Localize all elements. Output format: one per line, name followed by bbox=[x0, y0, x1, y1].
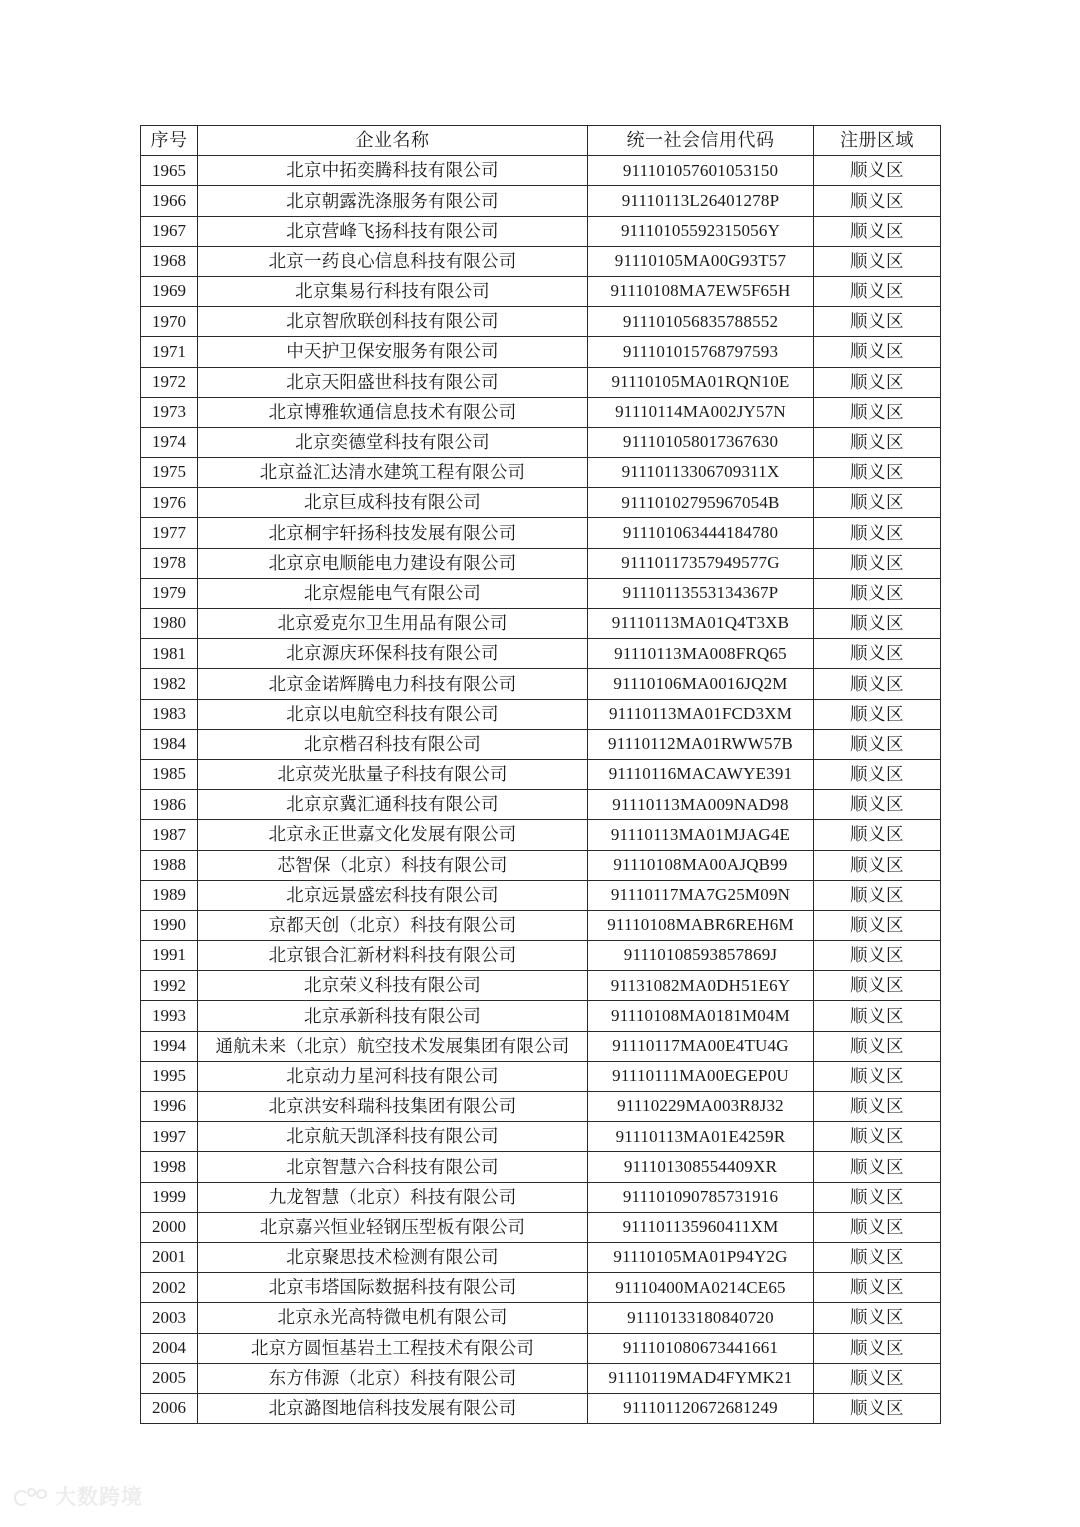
table-row bbox=[141, 216, 941, 246]
cell-enterprise-name: 中天护卫保安服务有限公司 bbox=[198, 337, 588, 367]
cell-registration-area: 顺义区 bbox=[814, 1001, 941, 1031]
cell-enterprise-name: 北京益汇达清水建筑工程有限公司 bbox=[198, 458, 588, 488]
cell-sequence: 2002 bbox=[141, 1273, 198, 1303]
cell-enterprise-name: 北京爱克尔卫生用品有限公司 bbox=[198, 609, 588, 639]
cell-credit-code: 91110113MA009NAD98 bbox=[588, 790, 814, 820]
enterprise-registration-table bbox=[140, 125, 941, 1424]
table-row bbox=[141, 186, 941, 216]
cell-enterprise-name: 北京航天凯泽科技有限公司 bbox=[198, 1122, 588, 1152]
table-row bbox=[141, 759, 941, 789]
cell-sequence: 1989 bbox=[141, 880, 198, 910]
cell-sequence: 1991 bbox=[141, 941, 198, 971]
cell-credit-code: 91110106MA0016JQ2M bbox=[588, 669, 814, 699]
table-row bbox=[141, 729, 941, 759]
cell-sequence: 1980 bbox=[141, 609, 198, 639]
table-row bbox=[141, 458, 941, 488]
cell-enterprise-name: 北京营峰飞扬科技有限公司 bbox=[198, 216, 588, 246]
cell-enterprise-name: 北京承新科技有限公司 bbox=[198, 1001, 588, 1031]
cell-enterprise-name: 北京银合汇新材料科技有限公司 bbox=[198, 941, 588, 971]
cell-enterprise-name: 北京永光高特微电机有限公司 bbox=[198, 1303, 588, 1333]
cell-credit-code: 91110113L26401278P bbox=[588, 186, 814, 216]
cell-sequence: 1967 bbox=[141, 216, 198, 246]
cell-enterprise-name: 北京荣义科技有限公司 bbox=[198, 971, 588, 1001]
cell-credit-code: 91110229MA003R8J32 bbox=[588, 1092, 814, 1122]
cell-enterprise-name: 北京以电航空科技有限公司 bbox=[198, 699, 588, 729]
cell-enterprise-name: 北京聚思技术检测有限公司 bbox=[198, 1242, 588, 1272]
watermark bbox=[14, 1487, 143, 1508]
cell-credit-code: 91110119MAD4FYMK21 bbox=[588, 1363, 814, 1393]
cell-enterprise-name: 北京巨成科技有限公司 bbox=[198, 488, 588, 518]
cell-enterprise-name: 通航未来（北京）航空技术发展集团有限公司 bbox=[198, 1031, 588, 1061]
cell-credit-code: 91110108593857869J bbox=[588, 941, 814, 971]
cell-sequence: 1990 bbox=[141, 910, 198, 940]
cell-credit-code: 91110113MA01MJAG4E bbox=[588, 820, 814, 850]
cell-sequence: 1987 bbox=[141, 820, 198, 850]
cell-registration-area: 顺义区 bbox=[814, 609, 941, 639]
cell-registration-area: 顺义区 bbox=[814, 790, 941, 820]
column-header-enterprise-name: 企业名称 bbox=[198, 126, 588, 156]
cell-sequence: 1981 bbox=[141, 639, 198, 669]
cell-enterprise-name: 北京奕德堂科技有限公司 bbox=[198, 427, 588, 457]
cell-sequence: 1970 bbox=[141, 307, 198, 337]
cell-enterprise-name: 京都天创（北京）科技有限公司 bbox=[198, 910, 588, 940]
cell-sequence: 1988 bbox=[141, 850, 198, 880]
cell-enterprise-name: 北京煜能电气有限公司 bbox=[198, 578, 588, 608]
cell-enterprise-name: 北京博雅软通信息技术有限公司 bbox=[198, 397, 588, 427]
cell-sequence: 1999 bbox=[141, 1182, 198, 1212]
cell-sequence: 1966 bbox=[141, 186, 198, 216]
cell-sequence: 2006 bbox=[141, 1393, 198, 1423]
cell-enterprise-name: 北京智欣联创科技有限公司 bbox=[198, 307, 588, 337]
watermark-label: 大数跨境 bbox=[55, 1485, 143, 1509]
cell-credit-code: 91110112MA01RWW57B bbox=[588, 729, 814, 759]
cell-credit-code: 91110133180840720 bbox=[588, 1303, 814, 1333]
cell-credit-code: 911101056835788552 bbox=[588, 307, 814, 337]
cell-credit-code: 91110108MA00AJQB99 bbox=[588, 850, 814, 880]
cell-registration-area: 顺义区 bbox=[814, 669, 941, 699]
cell-registration-area: 顺义区 bbox=[814, 1333, 941, 1363]
cell-sequence: 1973 bbox=[141, 397, 198, 427]
cell-sequence: 1977 bbox=[141, 518, 198, 548]
column-header-sequence: 序号 bbox=[141, 126, 198, 156]
cell-credit-code: 91110117MA00E4TU4G bbox=[588, 1031, 814, 1061]
table-row bbox=[141, 488, 941, 518]
cell-credit-code: 91110113MA01E4259R bbox=[588, 1122, 814, 1152]
cell-sequence: 2004 bbox=[141, 1333, 198, 1363]
cell-credit-code: 91110113MA008FRQ65 bbox=[588, 639, 814, 669]
cell-sequence: 1976 bbox=[141, 488, 198, 518]
cell-registration-area: 顺义区 bbox=[814, 518, 941, 548]
cell-enterprise-name: 九龙智慧（北京）科技有限公司 bbox=[198, 1182, 588, 1212]
cell-credit-code: 91110113553134367P bbox=[588, 578, 814, 608]
cell-sequence: 1971 bbox=[141, 337, 198, 367]
cell-enterprise-name: 北京集易行科技有限公司 bbox=[198, 276, 588, 306]
cell-registration-area: 顺义区 bbox=[814, 729, 941, 759]
cell-registration-area: 顺义区 bbox=[814, 639, 941, 669]
cell-registration-area: 顺义区 bbox=[814, 307, 941, 337]
cell-enterprise-name: 北京京冀汇通科技有限公司 bbox=[198, 790, 588, 820]
cell-sequence: 2003 bbox=[141, 1303, 198, 1333]
cell-credit-code: 91110400MA0214CE65 bbox=[588, 1273, 814, 1303]
cell-credit-code: 91110105MA00G93T57 bbox=[588, 246, 814, 276]
cell-registration-area: 顺义区 bbox=[814, 1242, 941, 1272]
table-header bbox=[141, 126, 941, 156]
cell-sequence: 1968 bbox=[141, 246, 198, 276]
cell-registration-area: 顺义区 bbox=[814, 276, 941, 306]
cell-enterprise-name: 北京远景盛宏科技有限公司 bbox=[198, 880, 588, 910]
cell-enterprise-name: 北京朝露洗涤服务有限公司 bbox=[198, 186, 588, 216]
cell-credit-code: 91110105MA01P94Y2G bbox=[588, 1242, 814, 1272]
cell-registration-area: 顺义区 bbox=[814, 820, 941, 850]
table-row bbox=[141, 639, 941, 669]
table-row bbox=[141, 971, 941, 1001]
cell-registration-area: 顺义区 bbox=[814, 246, 941, 276]
cell-credit-code: 911101080673441661 bbox=[588, 1333, 814, 1363]
cell-registration-area: 顺义区 bbox=[814, 699, 941, 729]
table-row bbox=[141, 427, 941, 457]
table-row bbox=[141, 609, 941, 639]
cell-sequence: 1984 bbox=[141, 729, 198, 759]
cell-credit-code: 911101058017367630 bbox=[588, 427, 814, 457]
cell-registration-area: 顺义区 bbox=[814, 1273, 941, 1303]
cell-sequence: 2005 bbox=[141, 1363, 198, 1393]
table-body bbox=[141, 156, 941, 1424]
cell-credit-code: 911101015768797593 bbox=[588, 337, 814, 367]
cell-enterprise-name: 北京金诺辉腾电力科技有限公司 bbox=[198, 669, 588, 699]
cell-sequence: 1996 bbox=[141, 1092, 198, 1122]
cell-registration-area: 顺义区 bbox=[814, 337, 941, 367]
cell-credit-code: 91110116MACAWYE391 bbox=[588, 759, 814, 789]
cell-registration-area: 顺义区 bbox=[814, 427, 941, 457]
cell-registration-area: 顺义区 bbox=[814, 1182, 941, 1212]
table-row bbox=[141, 578, 941, 608]
cell-registration-area: 顺义区 bbox=[814, 941, 941, 971]
cell-sequence: 1995 bbox=[141, 1061, 198, 1091]
table-row bbox=[141, 1182, 941, 1212]
cell-registration-area: 顺义区 bbox=[814, 759, 941, 789]
cell-registration-area: 顺义区 bbox=[814, 1092, 941, 1122]
cell-registration-area: 顺义区 bbox=[814, 1363, 941, 1393]
table-row bbox=[141, 1152, 941, 1182]
cell-sequence: 1994 bbox=[141, 1031, 198, 1061]
table-row bbox=[141, 307, 941, 337]
cell-enterprise-name: 北京洪安科瑞科技集团有限公司 bbox=[198, 1092, 588, 1122]
cell-sequence: 1983 bbox=[141, 699, 198, 729]
cell-sequence: 1972 bbox=[141, 367, 198, 397]
cell-enterprise-name: 北京嘉兴恒业轻钢压型板有限公司 bbox=[198, 1212, 588, 1242]
cell-sequence: 1978 bbox=[141, 548, 198, 578]
cell-sequence: 1979 bbox=[141, 578, 198, 608]
column-header-registration-area: 注册区域 bbox=[814, 126, 941, 156]
cell-registration-area: 顺义区 bbox=[814, 1393, 941, 1423]
cell-registration-area: 顺义区 bbox=[814, 458, 941, 488]
cell-enterprise-name: 北京中拓奕腾科技有限公司 bbox=[198, 156, 588, 186]
cell-credit-code: 91110113MA01FCD3XM bbox=[588, 699, 814, 729]
cell-sequence: 2000 bbox=[141, 1212, 198, 1242]
table-row bbox=[141, 518, 941, 548]
table-row bbox=[141, 276, 941, 306]
cell-credit-code: 91131082MA0DH51E6Y bbox=[588, 971, 814, 1001]
cell-credit-code: 91110114MA002JY57N bbox=[588, 397, 814, 427]
cell-sequence: 1975 bbox=[141, 458, 198, 488]
table-row bbox=[141, 548, 941, 578]
table-row bbox=[141, 790, 941, 820]
table-row bbox=[141, 1333, 941, 1363]
table-row bbox=[141, 699, 941, 729]
table-row bbox=[141, 1122, 941, 1152]
cell-sequence: 1993 bbox=[141, 1001, 198, 1031]
table-row bbox=[141, 1303, 941, 1333]
cell-sequence: 1985 bbox=[141, 759, 198, 789]
cell-enterprise-name: 东方伟源（北京）科技有限公司 bbox=[198, 1363, 588, 1393]
table-row bbox=[141, 246, 941, 276]
table-row bbox=[141, 1273, 941, 1303]
cell-registration-area: 顺义区 bbox=[814, 548, 941, 578]
table-row bbox=[141, 1031, 941, 1061]
cell-sequence: 1965 bbox=[141, 156, 198, 186]
column-header-credit-code: 统一社会信用代码 bbox=[588, 126, 814, 156]
cell-sequence: 1997 bbox=[141, 1122, 198, 1152]
cell-registration-area: 顺义区 bbox=[814, 880, 941, 910]
cell-registration-area: 顺义区 bbox=[814, 186, 941, 216]
table-row bbox=[141, 397, 941, 427]
table-row bbox=[141, 367, 941, 397]
cell-credit-code: 911101120672681249 bbox=[588, 1393, 814, 1423]
cell-registration-area: 顺义区 bbox=[814, 397, 941, 427]
cell-enterprise-name: 北京动力星河科技有限公司 bbox=[198, 1061, 588, 1091]
cell-registration-area: 顺义区 bbox=[814, 488, 941, 518]
table-row bbox=[141, 820, 941, 850]
cell-credit-code: 91110102795967054B bbox=[588, 488, 814, 518]
cell-credit-code: 91110113306709311X bbox=[588, 458, 814, 488]
table-row bbox=[141, 1363, 941, 1393]
cell-enterprise-name: 北京韦塔国际数据科技有限公司 bbox=[198, 1273, 588, 1303]
cell-sequence: 1986 bbox=[141, 790, 198, 820]
table-row bbox=[141, 1061, 941, 1091]
cell-registration-area: 顺义区 bbox=[814, 1031, 941, 1061]
cell-registration-area: 顺义区 bbox=[814, 1152, 941, 1182]
cell-credit-code: 91110113MA01Q4T3XB bbox=[588, 609, 814, 639]
table-header-row bbox=[141, 126, 941, 156]
cell-sequence: 1982 bbox=[141, 669, 198, 699]
cell-sequence: 1974 bbox=[141, 427, 198, 457]
cell-registration-area: 顺义区 bbox=[814, 1122, 941, 1152]
cell-sequence: 2001 bbox=[141, 1242, 198, 1272]
cell-credit-code: 911101057601053150 bbox=[588, 156, 814, 186]
cell-enterprise-name: 北京天阳盛世科技有限公司 bbox=[198, 367, 588, 397]
cell-enterprise-name: 北京楷召科技有限公司 bbox=[198, 729, 588, 759]
cell-enterprise-name: 北京桐宇轩扬科技发展有限公司 bbox=[198, 518, 588, 548]
cell-enterprise-name: 北京永正世嘉文化发展有限公司 bbox=[198, 820, 588, 850]
cell-sequence: 1998 bbox=[141, 1152, 198, 1182]
cell-credit-code: 91110108MA0181M04M bbox=[588, 1001, 814, 1031]
table-row bbox=[141, 910, 941, 940]
cell-enterprise-name: 芯智保（北京）科技有限公司 bbox=[198, 850, 588, 880]
table-row bbox=[141, 1393, 941, 1423]
table-row bbox=[141, 1242, 941, 1272]
cell-credit-code: 91110108MA7EW5F65H bbox=[588, 276, 814, 306]
table-row bbox=[141, 880, 941, 910]
cell-registration-area: 顺义区 bbox=[814, 156, 941, 186]
cell-registration-area: 顺义区 bbox=[814, 971, 941, 1001]
cell-credit-code: 91110105MA01RQN10E bbox=[588, 367, 814, 397]
cell-enterprise-name: 北京京电顺能电力建设有限公司 bbox=[198, 548, 588, 578]
cell-registration-area: 顺义区 bbox=[814, 578, 941, 608]
cell-enterprise-name: 北京源庆环保科技有限公司 bbox=[198, 639, 588, 669]
table-row bbox=[141, 156, 941, 186]
cell-credit-code: 91110108MABR6REH6M bbox=[588, 910, 814, 940]
cell-registration-area: 顺义区 bbox=[814, 216, 941, 246]
table-row bbox=[141, 1212, 941, 1242]
cell-registration-area: 顺义区 bbox=[814, 910, 941, 940]
cell-sequence: 1992 bbox=[141, 971, 198, 1001]
cell-registration-area: 顺义区 bbox=[814, 1212, 941, 1242]
cell-registration-area: 顺义区 bbox=[814, 850, 941, 880]
cell-registration-area: 顺义区 bbox=[814, 1061, 941, 1091]
cell-registration-area: 顺义区 bbox=[814, 1303, 941, 1333]
table-row bbox=[141, 941, 941, 971]
cell-credit-code: 911101063444184780 bbox=[588, 518, 814, 548]
cell-credit-code: 91110117357949577G bbox=[588, 548, 814, 578]
cell-enterprise-name: 北京方圆恒基岩土工程技术有限公司 bbox=[198, 1333, 588, 1363]
cell-enterprise-name: 北京潞图地信科技发展有限公司 bbox=[198, 1393, 588, 1423]
cell-registration-area: 顺义区 bbox=[814, 367, 941, 397]
table-row bbox=[141, 337, 941, 367]
cell-enterprise-name: 北京智慧六合科技有限公司 bbox=[198, 1152, 588, 1182]
cell-credit-code: 91110111MA00EGEP0U bbox=[588, 1061, 814, 1091]
table-row bbox=[141, 669, 941, 699]
table-row bbox=[141, 1092, 941, 1122]
cell-credit-code: 911101308554409XR bbox=[588, 1152, 814, 1182]
cell-credit-code: 911101135960411XM bbox=[588, 1212, 814, 1242]
cell-credit-code: 91110105592315056Y bbox=[588, 216, 814, 246]
cell-credit-code: 911101090785731916 bbox=[588, 1182, 814, 1212]
cell-credit-code: 91110117MA7G25M09N bbox=[588, 880, 814, 910]
cell-enterprise-name: 北京一药良心信息科技有限公司 bbox=[198, 246, 588, 276]
cell-enterprise-name: 北京荧光肽量子科技有限公司 bbox=[198, 759, 588, 789]
brand-logo-icon bbox=[14, 1488, 48, 1508]
table-row bbox=[141, 1001, 941, 1031]
table-row bbox=[141, 850, 941, 880]
cell-sequence: 1969 bbox=[141, 276, 198, 306]
